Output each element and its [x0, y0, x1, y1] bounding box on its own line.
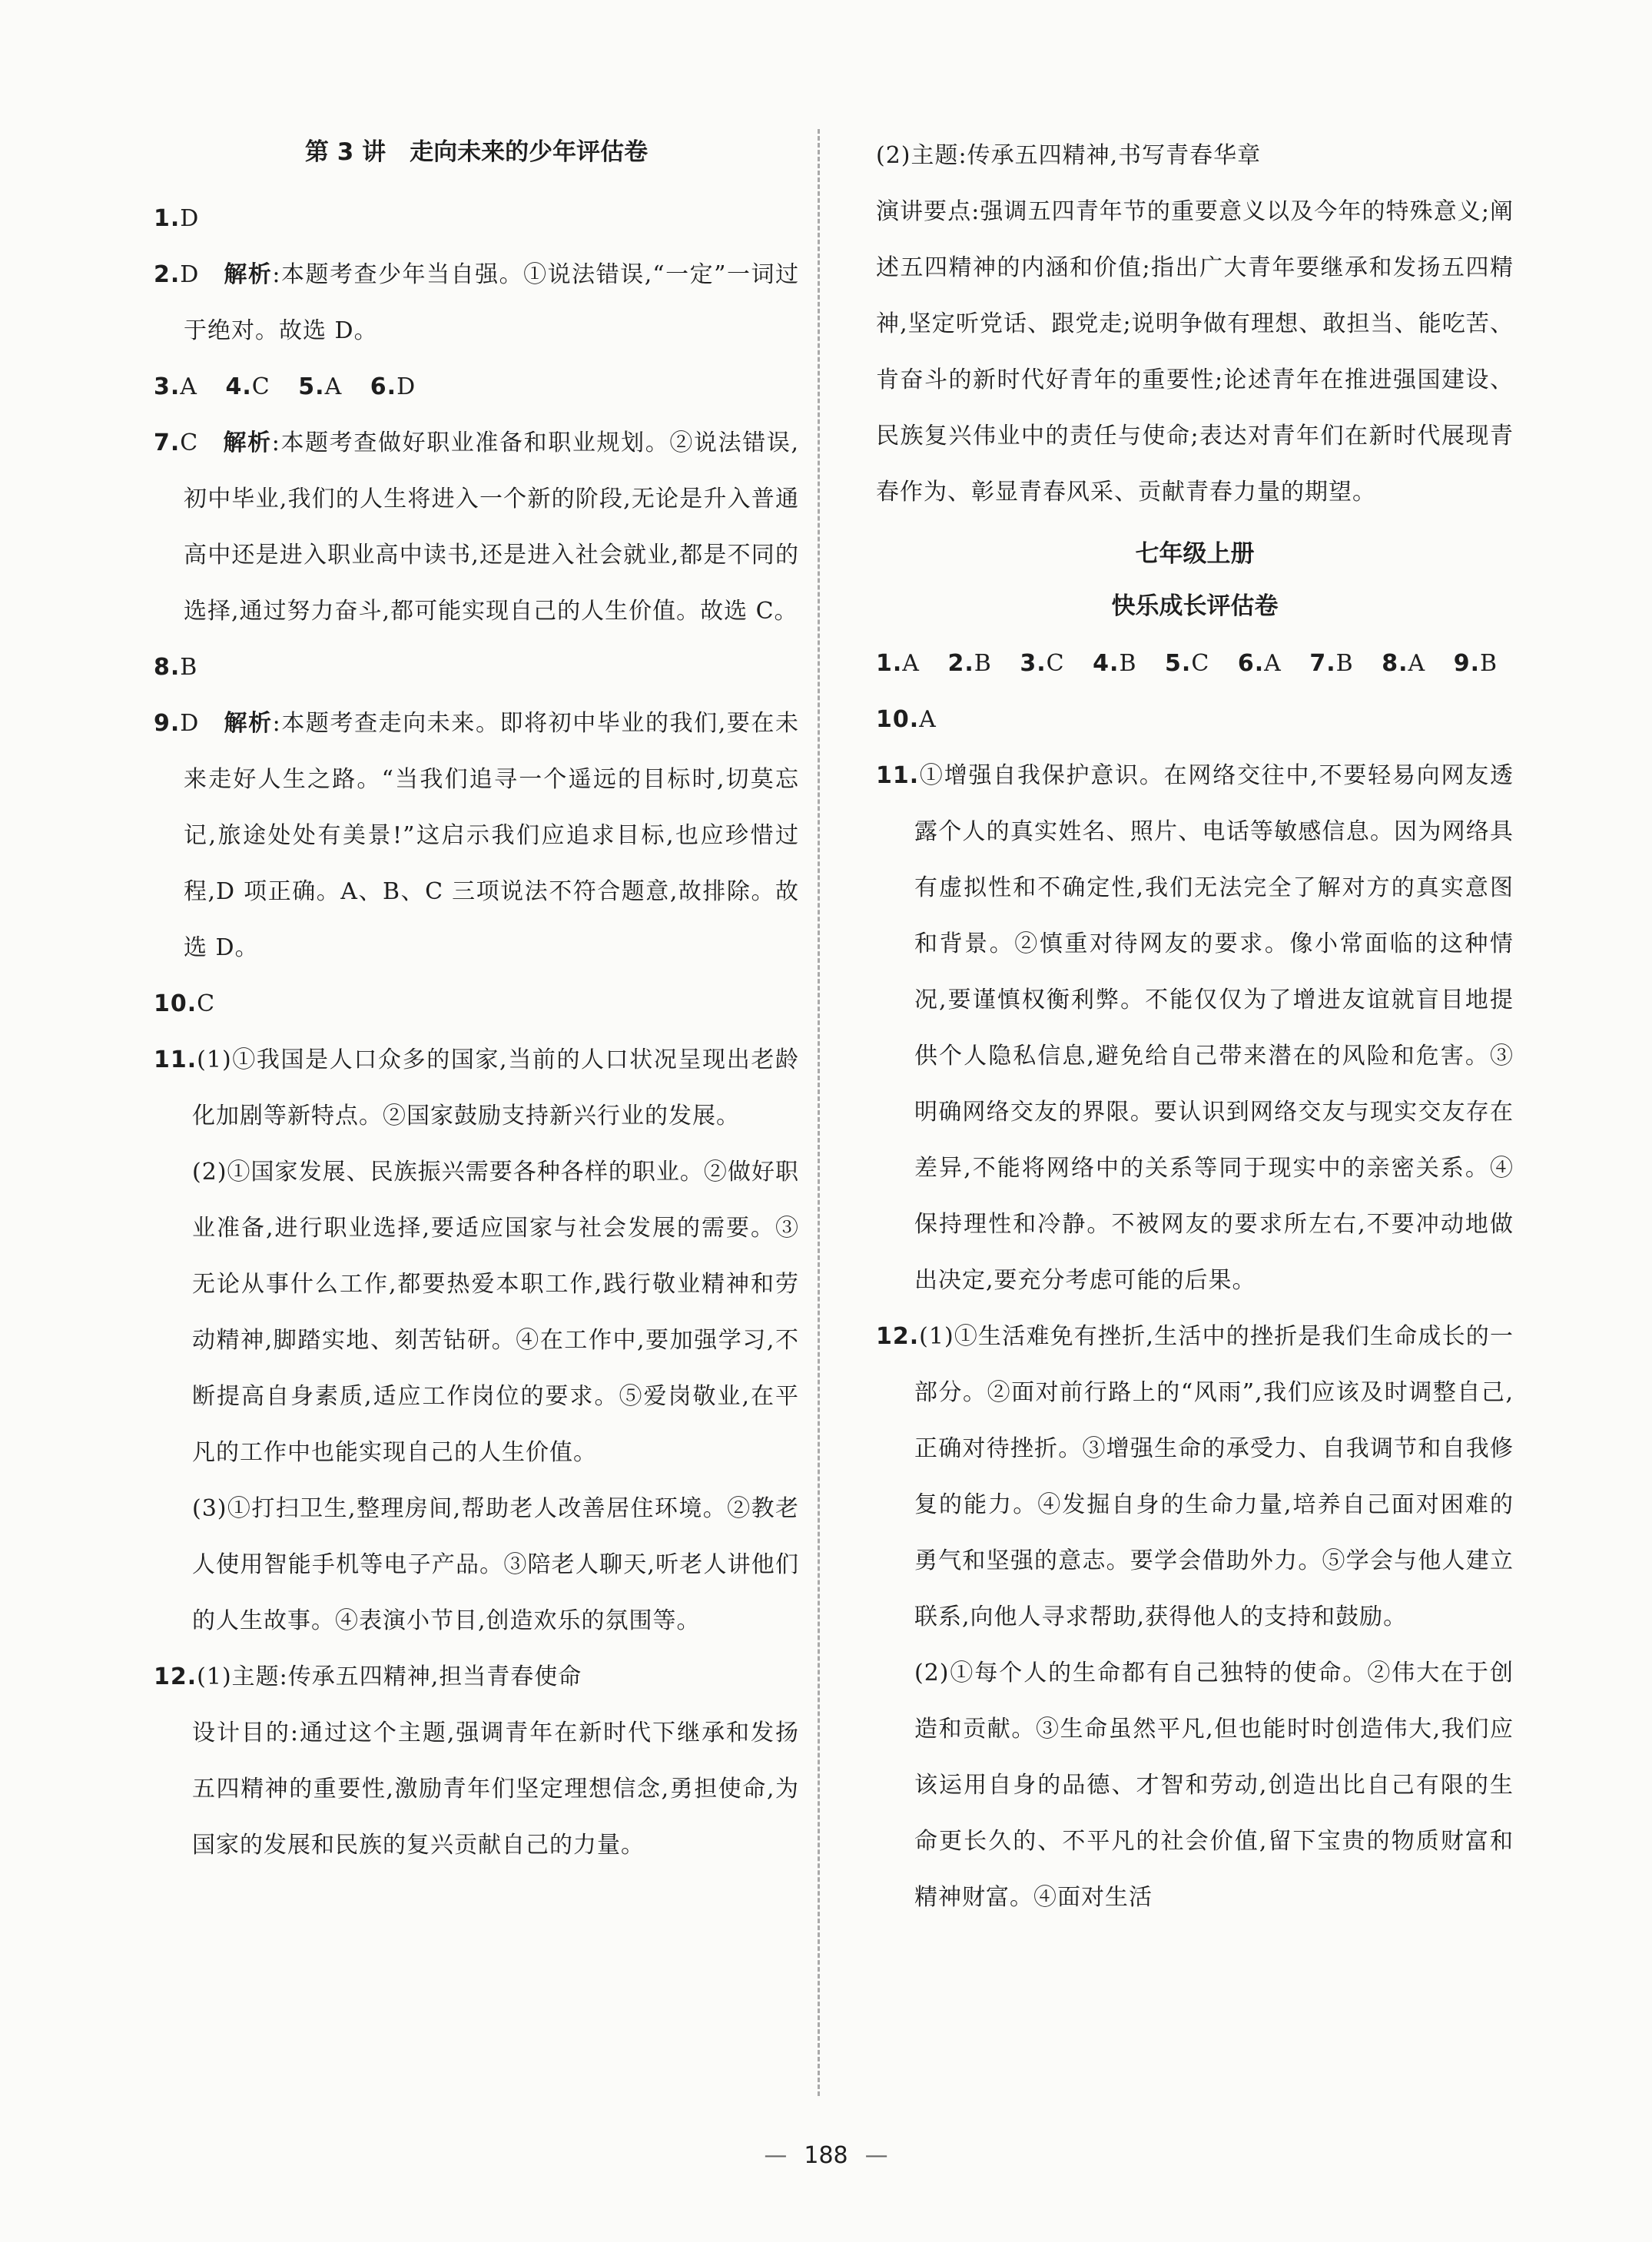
page-number: — 188 —: [764, 2142, 888, 2169]
left-column: [154, 137, 799, 1873]
answer-item: 9.D 解析:本题考查走向未来。即将初中毕业的我们,要在未来走好人生之路。“当我们追寻一个遥远的目标时,切莫忘记,旅途处处有美景!”这启示我们应追求目标,也应珍惜过程,D 项正确。A、B、C 三项说法不符合题意,故排除。故选 D。: [154, 710, 799, 961]
grade-section-title: 七年级上册: [1135, 540, 1255, 568]
answer-row: 3.A 4.C 5.A 6.D: [154, 373, 416, 400]
answer-paragraph: 演讲要点:强调五四青年节的重要意义以及今年的特殊意义;阐述五四精神的内涵和价值;指出广大青年要继承和发扬五四精神,坚定听党话、跟党走;说明争做有理想、敢担当、能吃苦、肯奋斗的新时代好青年的重要性;论述青年在推进强国建设、民族复兴伟业中的责任与使命;表达对青年们在新时代展现青春作为、彰显青春风采、贡献青春力量的期望。: [876, 198, 1514, 506]
answer-row: 1.A 2.B 3.C 4.B 5.C 6.A 7.B 8.A 9.B: [876, 650, 1498, 677]
answer-item: 2.D 解析:本题考查少年当自强。①说法错误,“一定”一词过于绝对。故选 D。: [154, 261, 800, 344]
answer-item: 10.C: [154, 990, 216, 1017]
answer-paragraph: (2)主题:传承五四精神,书写青春华章: [876, 142, 1262, 169]
answer-item: 11.(1)①我国是人口众多的国家,当前的人口状况呈现出老龄化加剧等新特点。②国家鼓励支持新兴行业的发展。: [154, 1046, 799, 1129]
answer-item: 12.(1)主题:传承五四精神,担当青春使命: [154, 1663, 582, 1690]
answer-item: 10.A: [876, 706, 937, 733]
answer-item: 7.C 解析:本题考查做好职业准备和职业规划。②说法错误,初中毕业,我们的人生将进入一个新的阶段,无论是升入普通高中还是进入职业高中读书,还是进入社会就业,都是不同的选择,通过努力奋斗,都可能实现自己的人生价值。故选 C。: [154, 429, 800, 625]
column-divider: [818, 129, 820, 2096]
answer-paragraph: (2)①每个人的生命都有自己独特的使命。②伟大在于创造和贡献。③生命虽然平凡,但也能时时创造伟大,我们应该运用自身的品德、才智和劳动,创造出比自己有限的生命更长久的、不平凡的社会价值,留下宝贵的物质财富和精神财富。④面对生活: [914, 1660, 1514, 1911]
answer-item: 1.D: [154, 205, 200, 232]
answer-item: 8.B: [154, 654, 198, 681]
answer-paragraph: 设计目的:通过这个主题,强调青年在新时代下继承和发扬五四精神的重要性,激励青年们坚定理想信念,勇担使命,为国家的发展和民族的复兴贡献自己的力量。: [192, 1720, 799, 1859]
answer-paragraph: (3)①打扫卫生,整理房间,帮助老人改善居住环境。②教老人使用智能手机等电子产品。③陪老人聊天,听老人讲他们的人生故事。④表演小节目,创造欢乐的氛围等。: [192, 1495, 799, 1634]
exam-title: 快乐成长评估卷: [1111, 592, 1279, 620]
answer-item: 12.(1)①生活难免有挫折,生活中的挫折是我们生命成长的一部分。②面对前行路上的“风雨”,我们应该及时调整自己,正确对待挫折。③增强生命的承受力、自我调节和自我修复的能力。④发掘自身的生命力量,培养自己面对困难的勇气和坚强的意志。要学会借助外力。⑤学会与他人建立联系,向他人寻求帮助,获得他人的支持和鼓励。: [876, 1323, 1514, 1630]
right-column: [876, 137, 1514, 1925]
answer-paragraph: (2)①国家发展、民族振兴需要各种各样的职业。②做好职业准备,进行职业选择,要适应国家与社会发展的需要。③无论从事什么工作,都要热爱本职工作,践行敬业精神和劳动精神,脚踏实地、刻苦钻研。④在工作中,要加强学习,不断提高自身素质,适应工作岗位的要求。⑤爱岗敬业,在平凡的工作中也能实现自己的人生价值。: [192, 1159, 799, 1466]
answer-item: 11.①增强自我保护意识。在网络交往中,不要轻易向网友透露个人的真实姓名、照片、电话等敏感信息。因为网络具有虚拟性和不确定性,我们无法完全了解对方的真实意图和背景。②慎重对待网友的要求。像小常面临的这种情况,要谨慎权衡利弊。不能仅仅为了增进友谊就盲目地提供个人隐私信息,避免给自己带来潜在的风险和危害。③明确网络交友的界限。要认识到网络交友与现实交友存在差异,不能将网络中的关系等同于现实中的亲密关系。④保持理性和冷静。不被网友的要求所左右,不要冲动地做出决定,要充分考虑可能的后果。: [876, 762, 1514, 1294]
section-title-lesson-3: 第 3 讲 走向未来的少年评估卷: [304, 138, 649, 166]
